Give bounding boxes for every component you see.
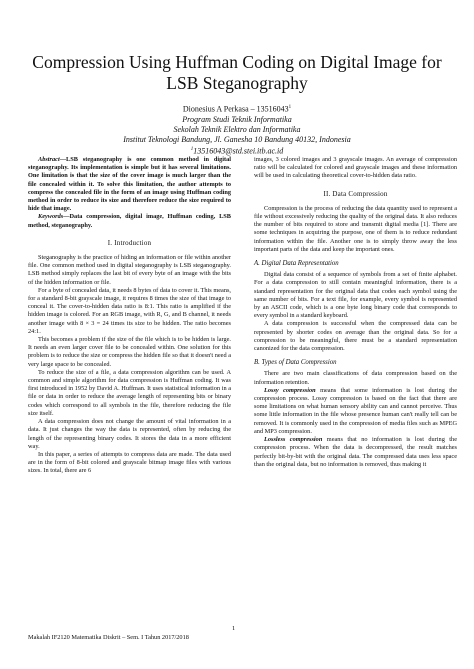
author-program: Program Studi Teknik Informatika	[182, 114, 292, 124]
page-footer: Makalah IF2120 Matematika Diskrit – Sem. I Tahun 2017/2018	[28, 634, 189, 641]
intro-paragraph-2: For a byte of concealed data, it needs 8 bytes of data to cover it. This means, for a standard 8-bit grayscale image, it requires 8 times the size of that image to conceal it. The cover-to-hidden data ratio is 8:1. This ratio is amplified if the hidden image is colored. For an RGB image, with R, G, and B channel, it needs another image with 8 × 3 = 24 times its size to be hidden. The ratio becomes 24:1.	[28, 286, 231, 335]
lossless-term: Lossless compression	[264, 436, 323, 444]
a-paragraph-2: A data compression is successful when the compressed data can be represented by shorter codes on average than the original data. So for a compression to be meaningful, there must be a standard representation canonized for the data compression.	[254, 320, 457, 353]
keywords-text: —Data compression, digital image, Huffman coding, LSB method, steganography.	[28, 213, 231, 229]
lossless-paragraph	[254, 436, 457, 469]
author-name: Dionesius A Perkasa – 13516043$^1$	[182, 104, 292, 114]
abstract-lead: Abstract	[38, 156, 60, 163]
b-paragraph-1: There are two main classifications of data compression based on the information retention.	[254, 370, 457, 386]
keywords	[28, 213, 231, 229]
abstract-text: —LSB steganography is one common method in digital steganography. Its implementation is simple but it has several limitations. One limitation is that the size of the cover image is much larger than the file concealed within it. To solve this limitation, the author attempts to compress the concealed file in the form of an image using Huffman coding method in order to reduce its size and therefore reduce the size required to hide that image.	[28, 156, 231, 213]
paper-title: Compression Using Huffman Coding on Digital Image for LSB Steganography	[32, 52, 442, 93]
intro-paragraph-5: A data compression does not change the amount of vital information in a data. It just changes the way the data is represented, often by reducing the length of the representing binary codes. It stores the data in a more efficient way.	[28, 418, 231, 450]
intro-paragraph-6: In this paper, a series of attempts to compress data are made. The data used are in the form of 8-bit colored and grayscale bitmap image files with various sizes. In total, there are 6	[28, 450, 231, 475]
author-school: Sekolah Teknik Elektro dan Informatika	[173, 125, 301, 135]
lossless-text: means that no information is lost during the compression process. When the data is decompressed, the result matches perfectly bit-by-bit with the original data. The compressed data uses less space than the original data, but no information is removed, thus making it	[254, 436, 457, 468]
page-number: 1	[232, 625, 236, 632]
dc-paragraph-1: Compression is the process of reducing the data quantity used to represent a file without excessively reducing the quality of the original data. It also reduces the number of bits required to store and transmit digital media [1]. There are some techniques in acquiring the purpose, one of them is to reduce redundant information within the file. Another one is to simply throw away the less important parts of the data and keep the important ones.	[254, 204, 457, 253]
intro-paragraph-3: This becomes a problem if the size of the file which is to be hidden is large. It needs an even larger cover file to be concealed within. One solution for this problem is to reduce the size or compress the hidden file so that it doesn't need a very large space to be concealed.	[28, 336, 231, 368]
subsection-heading-b: B. Types of Data Compression	[254, 359, 337, 367]
subsection-heading-a: A. Digital Data Representation	[254, 260, 339, 268]
right-paragraph-0: images, 3 colored images and 3 grayscale images. An average of compression ratio will be calculated for colored and grayscale images and these information will be used in calculating theoretical cover-to-hidden data ratio.	[254, 156, 457, 180]
lossy-term: Lossy compression	[264, 386, 316, 394]
email-superscript: 1	[190, 147, 194, 153]
section-heading-introduction: I. Introduction	[107, 238, 152, 247]
keywords-lead: Keywords	[38, 213, 64, 221]
section-heading-data-compression: II. Data Compression	[323, 189, 388, 198]
intro-paragraph-4: To reduce the size of a file, a data compression algorithm can be used. A common and simple algorithm for data compression is Huffman coding. It was first introduced in 1952 by David A. Huffman. It uses statistical information in a file or data in order to reduce the average length of representing bits or binary codes which correspond to all symbols in the file, therefore reducing the file size itself.	[28, 368, 231, 417]
right-column	[254, 156, 457, 469]
left-column	[28, 156, 231, 476]
author-email: $^1$13516043@std.stei.itb.ac.id	[190, 147, 284, 157]
lossy-text: means that some information is lost during the compression process. Lossy compression is based on the fact that there are some limitations on what human sensory ability can and cannot perceive. Thus some little information in the file whose presence human can't really tell can be removed. It is commonly used in the compression of media files such as MPEG and MP3 compression.	[254, 386, 457, 435]
author-institute: Institut Teknologi Bandung, Jl. Ganesha 10 Bandung 40132, Indonesia	[123, 135, 351, 145]
author-superscript: 1	[288, 105, 292, 110]
intro-paragraph-1: Steganography is the practice of hiding an information or file within another file. One common method used in digital steganography is LSB steganography. LSB method simply replaces the last bit of every byte of an image with the bits of the hidden information or file.	[28, 254, 231, 286]
a-paragraph-1: Digital data consist of a sequence of symbols from a set of finite alphabet. For a data compression to still contain meaningful information, there is a standard representation for the original data that codes each symbol using the same number of bits. For a text file, for example, every symbol is represented by an ASCII code, which is a one byte long binary code that corresponds to every symbol in a standard keyboard.	[254, 271, 457, 320]
author-block	[40, 103, 434, 157]
abstract	[28, 156, 231, 213]
lossy-paragraph	[254, 387, 457, 436]
